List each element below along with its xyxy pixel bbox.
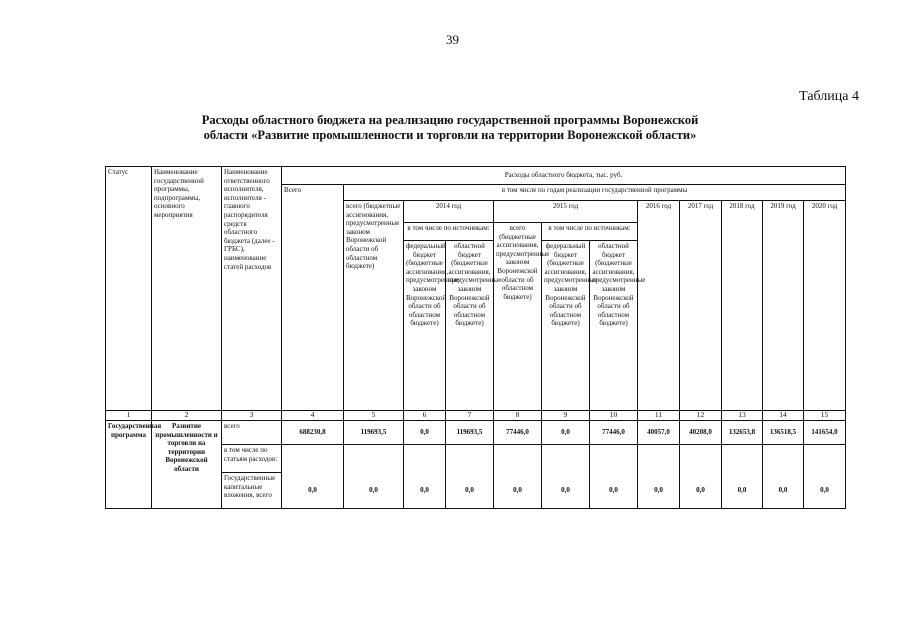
header-2014-sources: в том числе по источникам: — [404, 223, 494, 241]
header-total-sub: всего (бюджетные ассигнования, предусмотренные законом Воронежской области об областном бюджете) — [344, 201, 404, 411]
title-line-2: области «Развитие промышленности и торговли на территории Воронежской области» — [203, 128, 697, 142]
empty-cell — [722, 445, 763, 473]
value-2015-federal: 0,0 — [542, 421, 590, 445]
column-number: 12 — [680, 411, 722, 421]
empty-cell — [590, 445, 638, 473]
value-2018: 132653,8 — [722, 421, 763, 445]
value-2014-regional: 119693,5 — [446, 421, 494, 445]
table-label: Таблица 4 — [799, 89, 859, 104]
value-2015-total: 77446,0 — [494, 421, 542, 445]
column-number: 10 — [590, 411, 638, 421]
value-2020: 0,0 — [804, 473, 846, 509]
header-name: Наименование государственной программы, подпрограммы, основного мероприятия — [152, 167, 222, 411]
value-2020: 141654,0 — [804, 421, 846, 445]
column-number: 4 — [282, 411, 344, 421]
row-status: Государственная программа — [106, 421, 152, 509]
value-2015-regional: 77446,0 — [590, 421, 638, 445]
header-2018: 2018 год — [722, 201, 763, 411]
row-label-capital: Государственные капитальные вложения, всего — [222, 473, 282, 509]
header-by-years: в том числе по годам реализации государственной программы — [344, 185, 846, 201]
value-2015-total: 0,0 — [494, 473, 542, 509]
empty-cell — [344, 445, 404, 473]
column-number: 7 — [446, 411, 494, 421]
value-2017: 0,0 — [680, 473, 722, 509]
header-status: Статус — [106, 167, 152, 411]
value-2016: 0,0 — [638, 473, 680, 509]
column-number: 3 — [222, 411, 282, 421]
row-label-total: всего — [222, 421, 282, 445]
value-total: 0,0 — [282, 473, 344, 509]
column-number: 14 — [763, 411, 804, 421]
header-2019: 2019 год — [763, 201, 804, 411]
value-2019: 136518,5 — [763, 421, 804, 445]
value-2014-total: 119693,5 — [344, 421, 404, 445]
header-2014-federal: федеральный бюджет (бюджетные ассигнования, предусмотренные законом Воронежской области об областном бюджете) — [404, 241, 446, 411]
header-2014: 2014 год — [404, 201, 494, 223]
column-number: 11 — [638, 411, 680, 421]
header-total: Всего — [282, 185, 344, 411]
column-number: 5 — [344, 411, 404, 421]
document-title — [150, 113, 750, 143]
header-2015-federal: федеральный бюджет (бюджетные ассигнования, предусмотренные законом Воронежской области об областном бюджете) — [542, 241, 590, 411]
empty-cell — [542, 445, 590, 473]
value-2019: 0,0 — [763, 473, 804, 509]
column-number: 8 — [494, 411, 542, 421]
empty-cell — [638, 445, 680, 473]
row-label-breakdown: в том числе по статьям расходов: — [222, 445, 282, 473]
header-2014-regional: областной бюджет (бюджетные ассигнования, предусмотренные законом Воронежской области об областном бюджете) — [446, 241, 494, 411]
column-number: 6 — [404, 411, 446, 421]
value-2015-federal: 0,0 — [542, 473, 590, 509]
header-2015-total: всего (бюджетные ассигнования, предусмотренные законом Воронежской области об областном бюджете) — [494, 223, 542, 411]
budget-table — [105, 166, 846, 509]
empty-cell — [282, 445, 344, 473]
header-2020: 2020 год — [804, 201, 846, 411]
header-executor: Наименование ответственного исполнителя, исполнителя - главного распорядителя средств областного бюджета (далее - ГРБС), наименование статей расходов — [222, 167, 282, 411]
empty-cell — [446, 445, 494, 473]
column-number-row — [106, 411, 846, 421]
value-2016: 40057,0 — [638, 421, 680, 445]
header-2015-regional: областной бюджет (бюджетные ассигнования, предусмотренные законом Воронежской области об областном бюджете) — [590, 241, 638, 411]
header-2015: 2015 год — [494, 201, 638, 223]
value-total: 688230,8 — [282, 421, 344, 445]
title-line-1: Расходы областного бюджета на реализацию государственной программы Воронежской — [201, 113, 699, 127]
table-row — [106, 421, 846, 445]
column-number: 13 — [722, 411, 763, 421]
value-2014-total: 0,0 — [344, 473, 404, 509]
row-name: Развитие промышленности и торговли на территории Воронежской области — [152, 421, 222, 509]
column-number: 9 — [542, 411, 590, 421]
column-number: 1 — [106, 411, 152, 421]
header-expenses: Расходы областного бюджета, тыс. руб. — [282, 167, 846, 185]
empty-cell — [763, 445, 804, 473]
value-2017: 40208,0 — [680, 421, 722, 445]
header-2015-sources: в том числе по источникам: — [542, 223, 638, 241]
page-number: 39 — [446, 32, 459, 47]
empty-cell — [404, 445, 446, 473]
value-2015-regional: 0,0 — [590, 473, 638, 509]
value-2018: 0,0 — [722, 473, 763, 509]
empty-cell — [680, 445, 722, 473]
header-2016: 2016 год — [638, 201, 680, 411]
value-2014-federal: 0,0 — [404, 473, 446, 509]
column-number: 2 — [152, 411, 222, 421]
empty-cell — [494, 445, 542, 473]
empty-cell — [804, 445, 846, 473]
header-2017: 2017 год — [680, 201, 722, 411]
value-2014-federal: 0,0 — [404, 421, 446, 445]
value-2014-regional: 0,0 — [446, 473, 494, 509]
column-number: 15 — [804, 411, 846, 421]
